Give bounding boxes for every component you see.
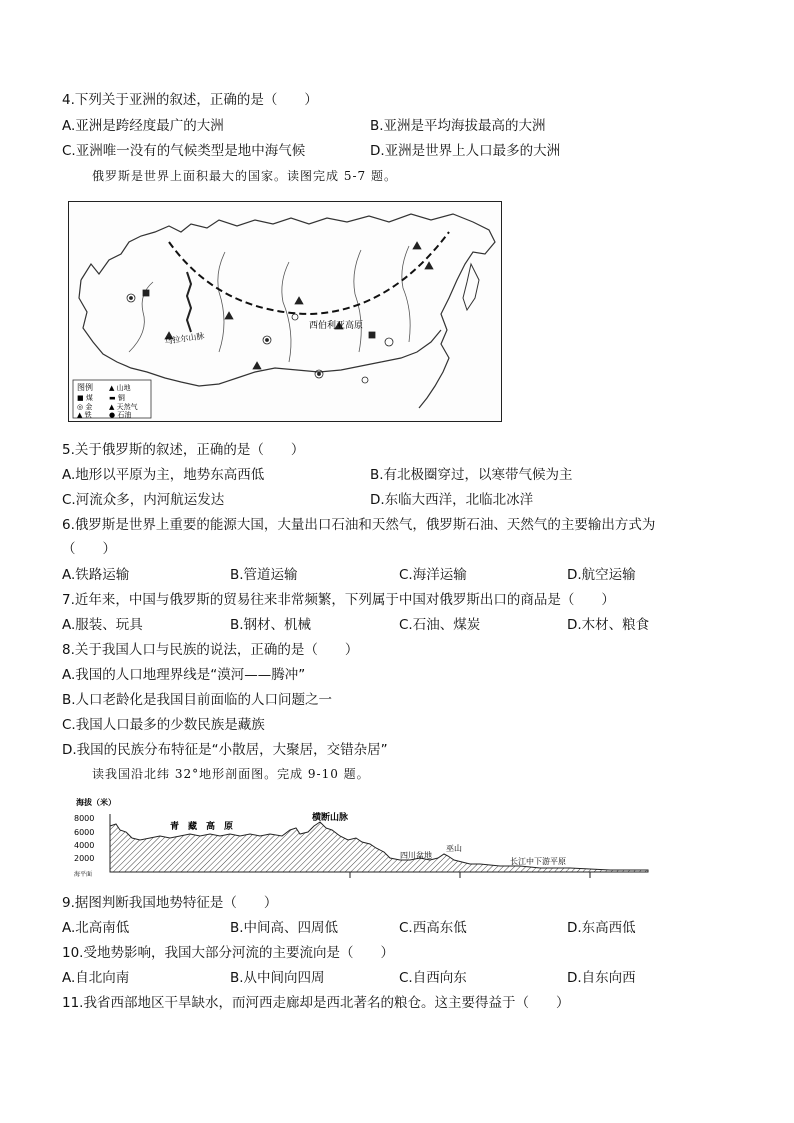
- q7-option-a: A.服装、玩具: [62, 617, 143, 633]
- russia-map: [68, 201, 502, 422]
- label-yangtze-plain: 长江中下游平原: [510, 857, 566, 866]
- label-hengduan: 横断山脉: [312, 813, 349, 823]
- profile-tick-6000: 6000: [74, 828, 95, 837]
- profile-tick-4000: 4000: [74, 841, 95, 850]
- legend-gas: ▲ 天然气: [109, 403, 138, 411]
- legend-coal: ■ 煤: [77, 394, 93, 402]
- q5-option-c: C.河流众多，内河航运发达: [62, 492, 225, 508]
- profile-ylabel: 海拔（米）: [76, 798, 116, 807]
- q7-option-c: C.石油、煤炭: [399, 617, 481, 633]
- q6-option-c: C.海洋运输: [399, 567, 467, 583]
- q11-stem: 11.我省西部地区干旱缺水，而河西走廊却是西北著名的粮仓。这主要得益于（ ）: [62, 995, 570, 1011]
- legend-gold: ◎ 金: [77, 403, 93, 411]
- q9-option-a: A.北高南低: [62, 920, 130, 936]
- profile-tick-8000: 8000: [74, 814, 95, 823]
- intro-5-7: 俄罗斯是世界上面积最大的国家。读图完成 5-7 题。: [92, 169, 397, 183]
- legend-title: 图例: [77, 383, 93, 392]
- q7-option-b: B.钢材、机械: [230, 617, 312, 633]
- q4-stem: 4.下列关于亚洲的叙述，正确的是（ ）: [62, 92, 318, 108]
- q6-option-d: D.航空运输: [567, 567, 636, 583]
- q9-option-d: D.东高西低: [567, 920, 636, 936]
- label-wushan: 巫山: [446, 844, 462, 853]
- q10-option-c: C.自西向东: [399, 970, 467, 986]
- label-sichuan-basin: 四川盆地: [400, 851, 432, 860]
- q6-stem: 6.俄罗斯是世界上重要的能源大国，大量出口石油和天然气，俄罗斯石油、天然气的主要输出方式为: [62, 517, 656, 533]
- q4-option-a: A.亚洲是跨经度最广的大洲: [62, 118, 224, 134]
- q10-option-d: D.自东向西: [567, 970, 636, 986]
- q9-option-b: B.中间高、四周低: [230, 920, 339, 936]
- q5-option-d: D.东临大西洋，北临北冰洋: [370, 492, 534, 508]
- intro-9-10: 读我国沿北纬 32°地形剖面图。完成 9-10 题。: [92, 767, 370, 781]
- terrain-profile: [70, 796, 650, 880]
- q10-option-a: A.自北向南: [62, 970, 130, 986]
- q4-option-c: C.亚洲唯一没有的气候类型是地中海气候: [62, 143, 306, 159]
- q7-stem: 7.近年来，中国与俄罗斯的贸易往来非常频繁，下列属于中国对俄罗斯出口的商品是（ ）: [62, 592, 615, 608]
- q9-option-c: C.西高东低: [399, 920, 467, 936]
- q10-option-b: B.从中间向四周: [230, 970, 325, 986]
- q7-option-d: D.木材、粮食: [567, 617, 650, 633]
- q8-option-b: B.人口老龄化是我国目前面临的人口问题之一: [62, 692, 333, 708]
- q8-option-c: C.我国人口最多的少数民族是藏族: [62, 717, 265, 733]
- q4-option-d: D.亚洲是世界上人口最多的大洲: [370, 143, 561, 159]
- q5-option-a: A.地形以平原为主，地势东高西低: [62, 467, 265, 483]
- q8-option-d: D.我国的民族分布特征是“小散居，大聚居，交错杂居”: [62, 742, 388, 758]
- q8-stem: 8.关于我国人口与民族的说法，正确的是（ ）: [62, 642, 359, 658]
- map-label-ural: 乌拉尔山脉: [164, 331, 205, 346]
- q10-stem: 10.受地势影响，我国大部分河流的主要流向是（ ）: [62, 945, 394, 961]
- q9-stem: 9.据图判断我国地势特征是（ ）: [62, 895, 278, 911]
- q6-stem-paren: （ ）: [62, 541, 116, 557]
- q5-option-b: B.有北极圈穿过，以寒带气候为主: [370, 467, 573, 483]
- russia-map-drawing: [69, 202, 500, 420]
- legend-mountain: ▲ 山地: [109, 384, 131, 392]
- q4-option-b: B.亚洲是平均海拔最高的大洲: [370, 118, 546, 134]
- label-qinghai-tibet: 青 藏 高 原: [170, 822, 234, 832]
- map-label-siberia: 西伯利亚高原: [309, 321, 364, 331]
- legend-copper: ▬ 铜: [109, 394, 125, 402]
- profile-tick-2000: 2000: [74, 854, 95, 863]
- q6-option-a: A.铁路运输: [62, 567, 130, 583]
- q6-option-b: B.管道运输: [230, 567, 298, 583]
- q8-option-a: A.我国的人口地理界线是“漠河——腾冲”: [62, 667, 306, 683]
- q5-stem: 5.关于俄罗斯的叙述，正确的是（ ）: [62, 442, 305, 458]
- legend-oil: ● 石油: [109, 411, 132, 419]
- legend-iron: ▲ 铁: [77, 411, 92, 419]
- profile-tick-sealevel: 海平面: [74, 871, 93, 878]
